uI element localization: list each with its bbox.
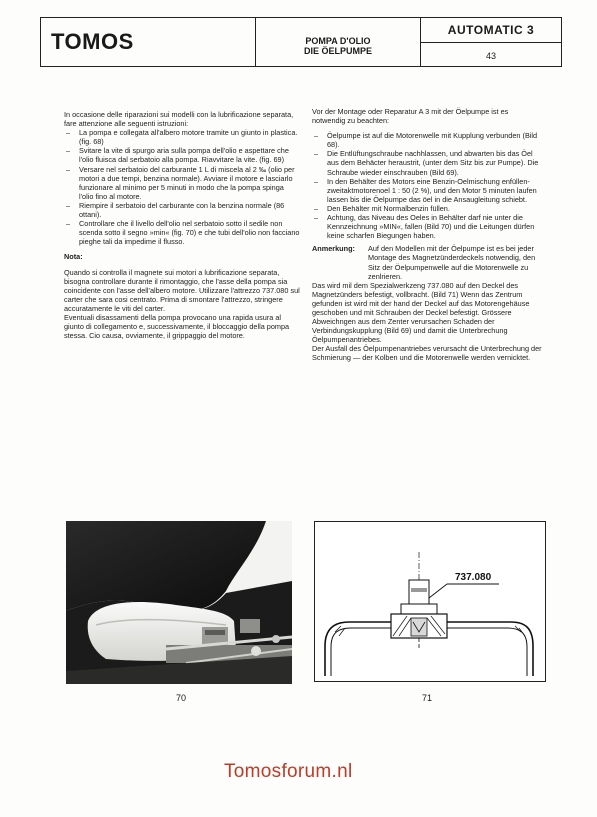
list-item: – Riempire il serbatoio del carburante con la benzina normale (86 ottani). [64, 201, 300, 219]
list-item: – Die Entlüftungschraube nachhlassen, und abwarten bis das Öel aus dem Behäcter heraustrit, (unter dem Sitz bis zur Pumpe). Die Schraube wieder einschrauben (Bild 69). [312, 149, 542, 176]
centering-tool-diagram [315, 522, 544, 680]
title-german: DIE ÖELPUMPE [303, 46, 372, 56]
list-item: – Svitare la vite di spurgo aria sulla pompa dell'olio e aspettare che l'olio fluisca dal serbatoio alla pompa. Riavvitare la vite. (fig. 69) [64, 146, 300, 164]
german-instruction-list [312, 131, 542, 240]
anmerkung-block [312, 244, 542, 280]
german-column [312, 107, 542, 363]
list-item: – Versare nel serbatoio del carburante 1 L di miscela al 2 ‰ (olio per motori a due tempi, benzina normale). Avviare il motore e lasciarlo funzionare al minimo per 5 minuti in modo che la pompa spinga l'olio fino al motore. [64, 165, 300, 201]
figure-71-caption: 71 [421, 693, 432, 703]
nota-paragraph-2: Eventuali disassamenti della pompa provocano una rapida usura al giunto di collegamento e, successivamente, il bloccaggio della pompa stessa. Cio causa, ovviamente, il grippaggio del motore. [64, 312, 290, 341]
page-number: 43 [485, 51, 496, 61]
nota-paragraph-1: Quando si controlla il magnete sui motori a lubrificazione separata, bisogna controllare durante il rimontaggio, che l'asse della pompa sia coincidente con l'asse dell'albero motore. Utilizzare l'attrezzo 737.080 sul carter che sara cosi centrato. Prima di smontare l'attrezzo, stringere accuratamente le viti del carter. [64, 267, 300, 313]
anmerkung-paragraph-1: Das wird mil dem Spezialwerkzeng 737.080 auf den Deckel des Magnetzünders befestigt, vollbracht. (Bild 71) Wenn das Zentrum gefunden ist wird mit der hand der Deckel auf das Motorengehäuse geschoben und mit Schrauben der Deckel befestigt. Grössere Abweichngen aus dem Zenter verursachen Schaden der Verbindungskupplung (Bild 69) und damit die Unterbrechung Öelpumpenantriebes. [312, 280, 530, 345]
page-header [40, 17, 562, 67]
list-item: – Achtung, das Niveau des Oeles in Behälter darf nie unter die Kennzeichnung »MIN«, fallen (Bild 70) und die Leitungen dürfen keine scharfen Biegungen haben. [312, 213, 542, 240]
section-title [256, 18, 421, 66]
list-item: – Den Behälter mit Normalbenzin füllen. [312, 204, 542, 213]
italian-column [64, 110, 300, 340]
anmerkung-heading: Anmerkung: [312, 244, 355, 254]
header-right-block [421, 18, 561, 66]
anmerkung-first: Auf den Modellen mit der Öelpumpe ist es bei jeder Montage des Magnetzünderdeckels notwendig, den Sitz der Öelpumpenwelle auf die Motorenwelle zu zenlrieren. [368, 244, 536, 281]
german-intro: Vor der Montage oder Reparatur A 3 mit der Öelpumpe ist es notwendig zu beachten: [312, 107, 509, 126]
list-item: – Controllare che il livello dell'olio nel serbatoio sotto il sedile non scenda sotto il segno »min« (fig. 70) e che tubi dell'olio non facciano pieghe tali da impedime il flusso. [64, 219, 300, 246]
nota-heading: Nota: [64, 252, 83, 262]
italian-instruction-list [64, 128, 300, 246]
italian-intro: In occasione delle riparazioni sui modelli con la lubrificazione separata, fare attenzione alle seguenti istruzioni: [64, 110, 294, 129]
figure-70-caption: 70 [175, 693, 186, 703]
oil-tank-photo-illustration [66, 521, 292, 684]
tool-number-label: 737.080 [455, 572, 492, 583]
list-item: – In den Behälter des Motors eine Benzin-Oelmischung enfüllen-zweitaktmotorenoel 1 : 50 (2 %), und den Motor 5 minuten laufen lassen bis die Öelpumpe das öel in die Ansaugleitung schiebt. [312, 177, 542, 204]
list-item: – La pompa e collegata all'albero motore tramite un giunto in plastica. (fig. 68) [64, 128, 300, 146]
site-watermark: Tomosforum.nl [224, 761, 353, 782]
title-italian: POMPA D'OLIO [305, 36, 371, 46]
anmerkung-paragraph-2: Der Ausfall des Öelpumpenantriebes verursacht die Unterbrechung der Schmierung — der Kolben und die Motorenwelle werden vernicktet. [312, 344, 542, 363]
figure-71-diagram [314, 521, 546, 682]
brand-logo: TOMOS [41, 18, 256, 66]
figure-70-photo [66, 521, 292, 684]
model-label: AUTOMATIC 3 [421, 18, 561, 43]
list-item: – Öelpumpe ist auf die Motorenwelle mit Kupplung verbunden (Bild 68). [312, 131, 542, 149]
